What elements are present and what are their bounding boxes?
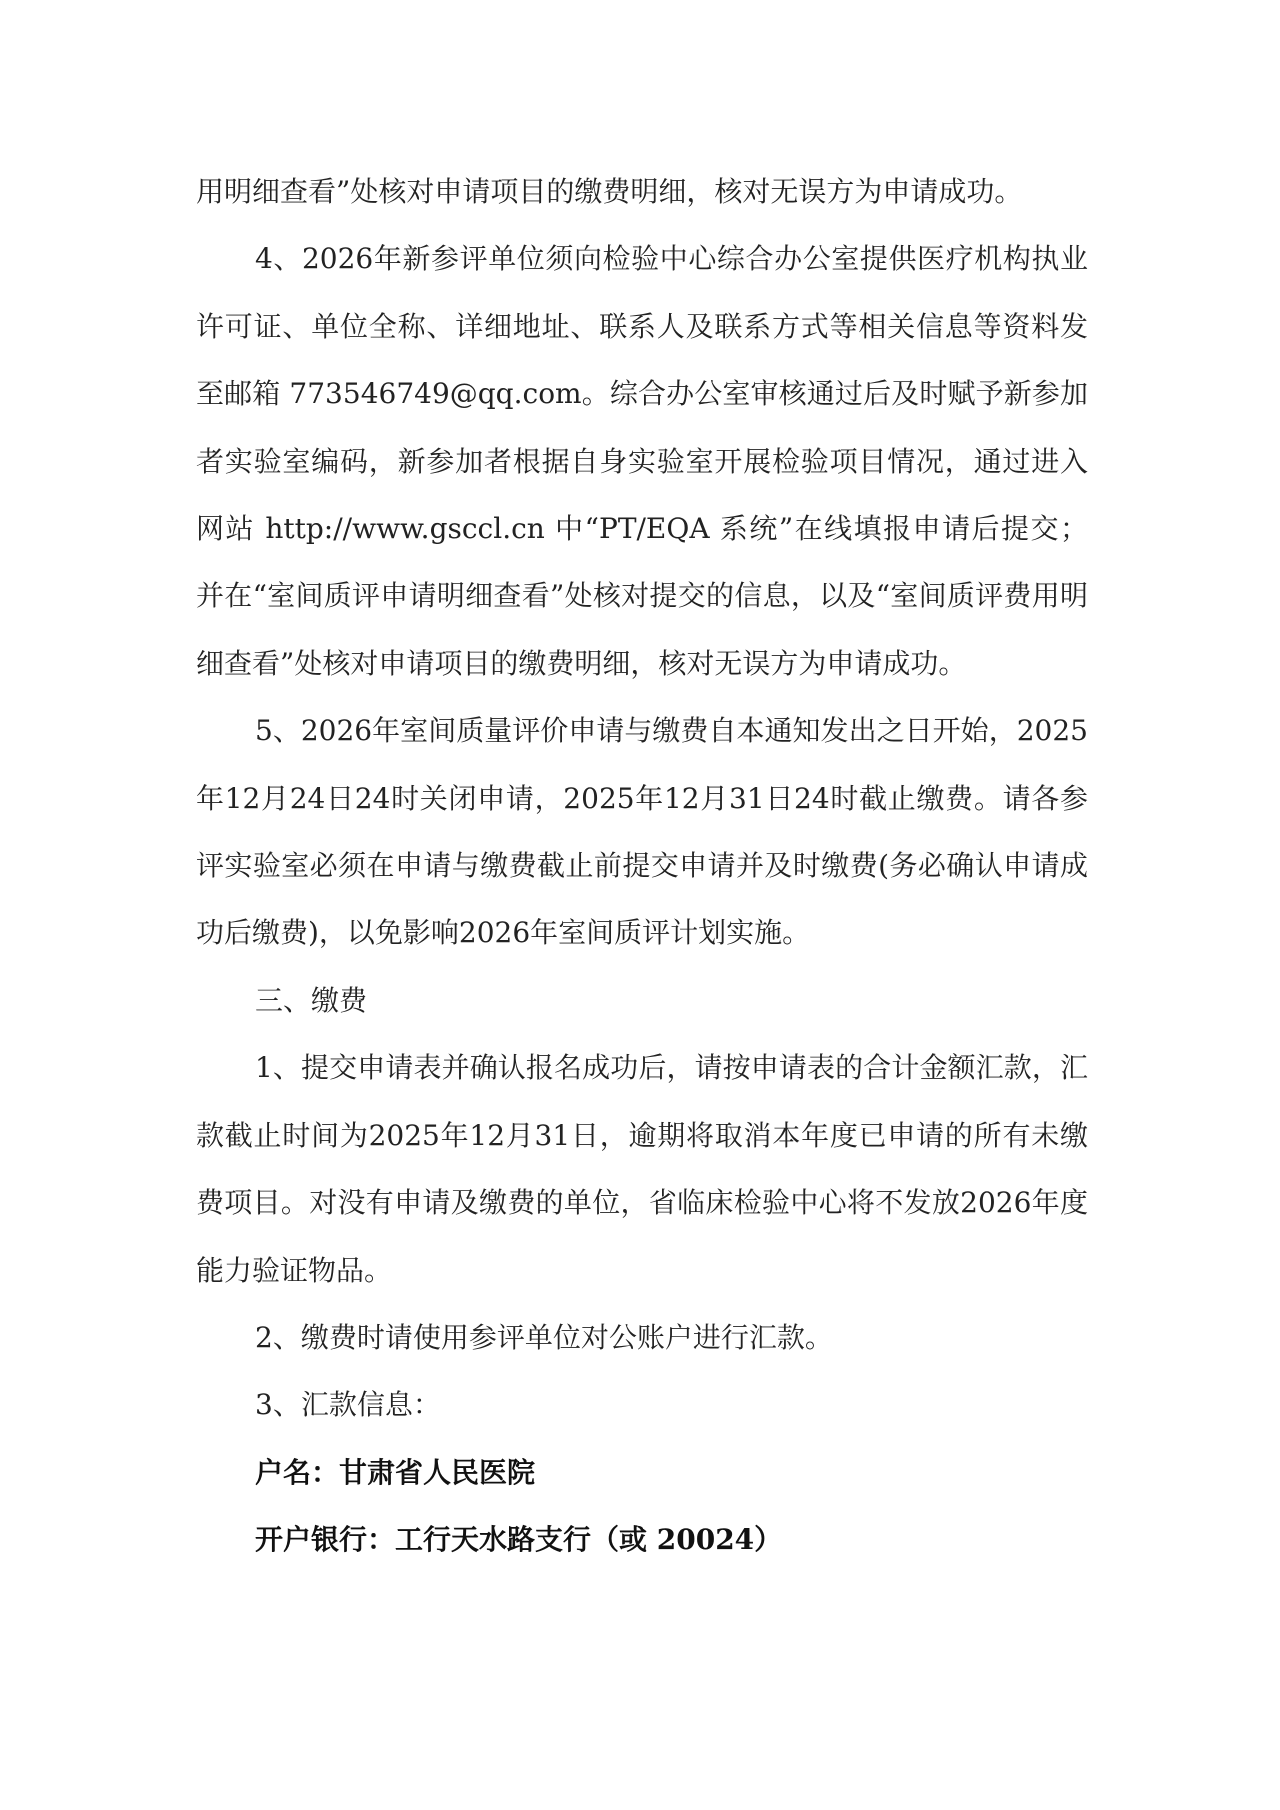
paragraph-payment-1: 1、提交申请表并确认报名成功后，请按申请表的合计金额汇款，汇款截止时间为2025年12月31日，逾期将取消本年度已申请的所有未缴费项目。对没有申请及缴费的单位，省临床检验中心将不发放2026年度能力验证物品。 — [196, 1051, 1088, 1287]
document-body — [196, 158, 1088, 1574]
paragraph-item-4: 4、2026年新参评单位须向检验中心综合办公室提供医疗机构执业许可证、单位全称、详细地址、联系人及联系方式等相关信息等资料发至邮箱 773546749@qq.com。综合办公室审核通过后及时赋予新参加者实验室编码，新参加者根据自身实验室开展检验项目情况，通过进入网站 http://www.gsccl.cn 中“PT/EQA 系统”在线填报申请后提交；并在“室间质评申请明细查看”处核对提交的信息，以及“室间质评费用明细查看”处核对申请项目的缴费明细，核对无误方为申请成功。 — [196, 242, 1088, 680]
paragraph-payment-3: 3、汇款信息： — [255, 1388, 441, 1422]
paragraph-item-5: 5、2026年室间质量评价申请与缴费自本通知发出之日开始，2025年12月24日24时关闭申请，2025年12月31日24时截止缴费。请各参评实验室必须在申请与缴费截止前提交申请并及时缴费(务必确认申请成功后缴费)，以免影响2026年室间质评计划实施。 — [196, 714, 1088, 950]
bank-line: 开户银行：工行天水路支行（或 20024） — [255, 1523, 783, 1557]
account-name-line: 户名：甘肃省人民医院 — [255, 1455, 536, 1489]
paragraph-continuation: 用明细查看”处核对申请项目的缴费明细，核对无误方为申请成功。 — [196, 175, 1023, 208]
section-heading-payment: 三、缴费 — [255, 983, 368, 1017]
paragraph-payment-2: 2、缴费时请使用参评单位对公账户进行汇款。 — [255, 1320, 833, 1354]
